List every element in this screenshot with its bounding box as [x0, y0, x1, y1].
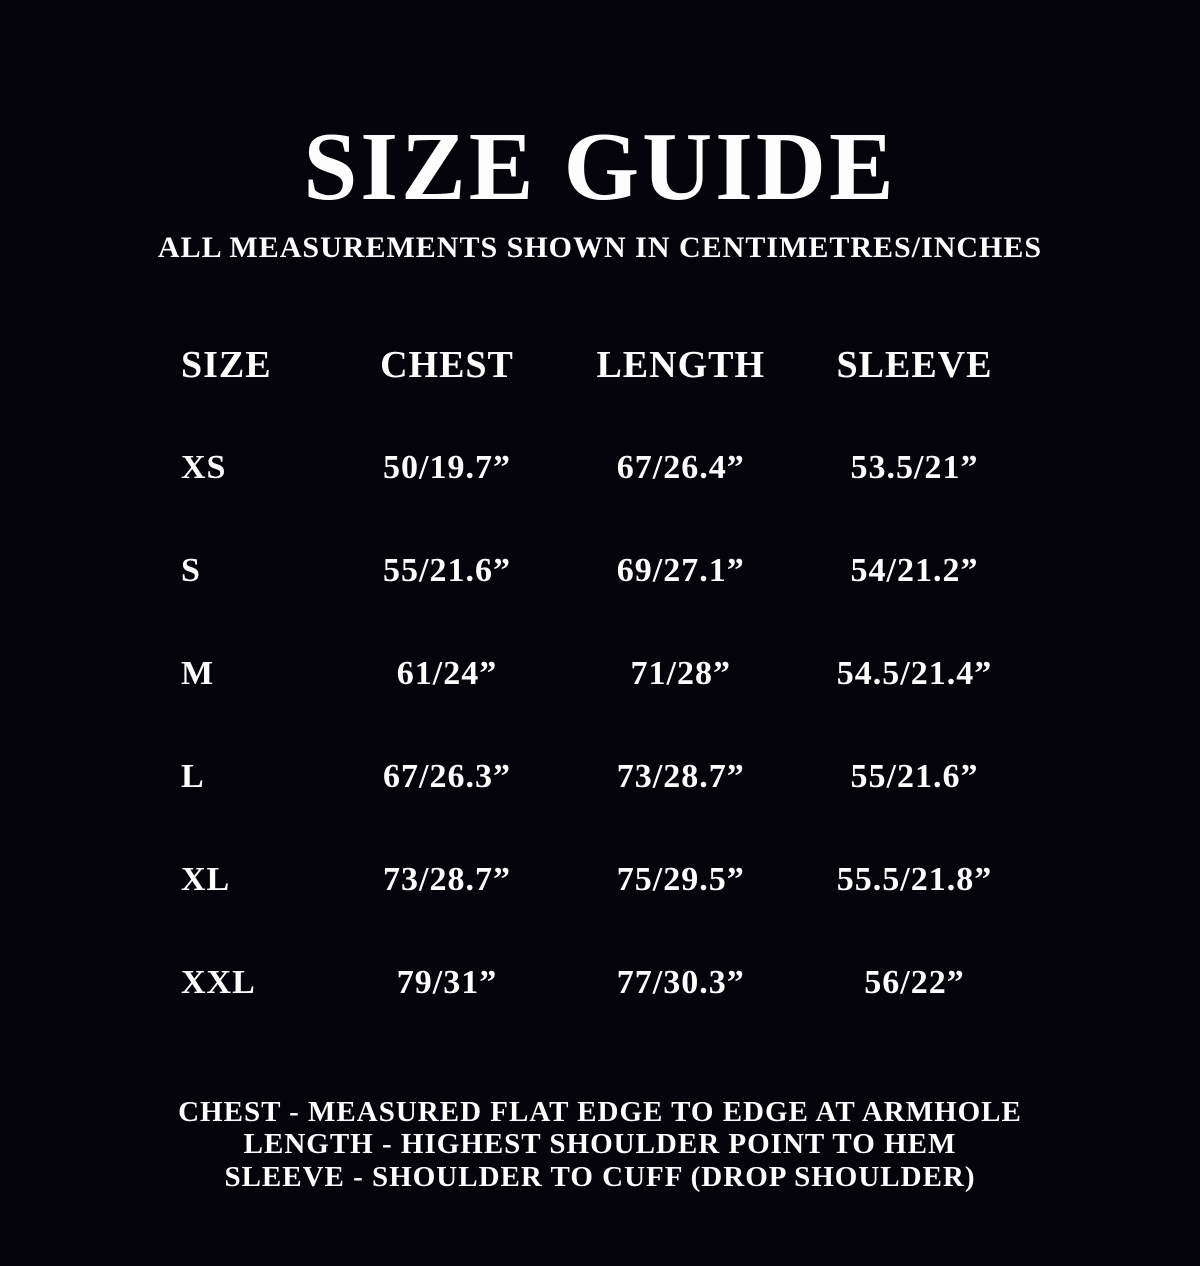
- table-row-l: [175, 725, 1025, 828]
- column-header-sleeve: SLEEVE: [836, 343, 993, 386]
- sleeve-cell: 55/21.6”: [850, 757, 979, 795]
- length-cell: 75/29.5”: [616, 860, 745, 898]
- table-row-s: [175, 519, 1025, 622]
- length-cell: 71/28”: [630, 654, 731, 692]
- column-header-chest: CHEST: [380, 343, 514, 386]
- size-cell: S: [181, 551, 201, 589]
- table-row-xl: [175, 828, 1025, 931]
- sleeve-cell: 54.5/21.4”: [836, 654, 993, 692]
- size-table-header: [175, 313, 1025, 416]
- chest-cell: 55/21.6”: [383, 551, 511, 589]
- chest-cell: 61/24”: [396, 654, 498, 692]
- header-row: [175, 313, 1025, 416]
- length-cell: 69/27.1”: [616, 551, 745, 589]
- note-sleeve: SLEEVE - SHOULDER TO CUFF (DROP SHOULDER): [224, 1160, 976, 1193]
- size-table: [175, 313, 1025, 1034]
- chest-cell: 79/31”: [396, 963, 498, 1001]
- sleeve-cell: 53.5/21”: [850, 448, 979, 486]
- measurement-units-subtitle: ALL MEASUREMENTS SHOWN IN CENTIMETRES/INCHES: [157, 231, 1043, 264]
- size-table-body: [175, 416, 1025, 1034]
- size-cell: M: [181, 654, 215, 692]
- size-cell: XXL: [181, 963, 256, 1001]
- length-cell: 67/26.4”: [616, 448, 745, 486]
- sleeve-cell: 54/21.2”: [850, 551, 979, 589]
- length-cell: 73/28.7”: [616, 757, 745, 795]
- chest-cell: 67/26.3”: [383, 757, 511, 795]
- table-row-xs: [175, 416, 1025, 519]
- table-row-m: [175, 622, 1025, 725]
- size-cell: XS: [181, 448, 227, 486]
- size-cell: XL: [181, 860, 231, 898]
- measurement-notes: [0, 1096, 1200, 1193]
- table-row-xxl: [175, 931, 1025, 1034]
- length-cell: 77/30.3”: [616, 963, 745, 1001]
- page-title: SIZE GUIDE: [303, 113, 897, 220]
- chest-cell: 50/19.7”: [383, 448, 511, 486]
- size-cell: L: [181, 757, 205, 795]
- note-length: LENGTH - HIGHEST SHOULDER POINT TO HEM: [243, 1128, 957, 1161]
- note-chest: CHEST - MEASURED FLAT EDGE TO EDGE AT ARMHOLE: [178, 1096, 1022, 1128]
- sleeve-cell: 56/22”: [864, 963, 965, 1001]
- column-header-length: LENGTH: [596, 343, 766, 386]
- sleeve-cell: 55.5/21.8”: [836, 860, 993, 898]
- column-header-size: SIZE: [181, 343, 272, 386]
- chest-cell: 73/28.7”: [383, 860, 511, 898]
